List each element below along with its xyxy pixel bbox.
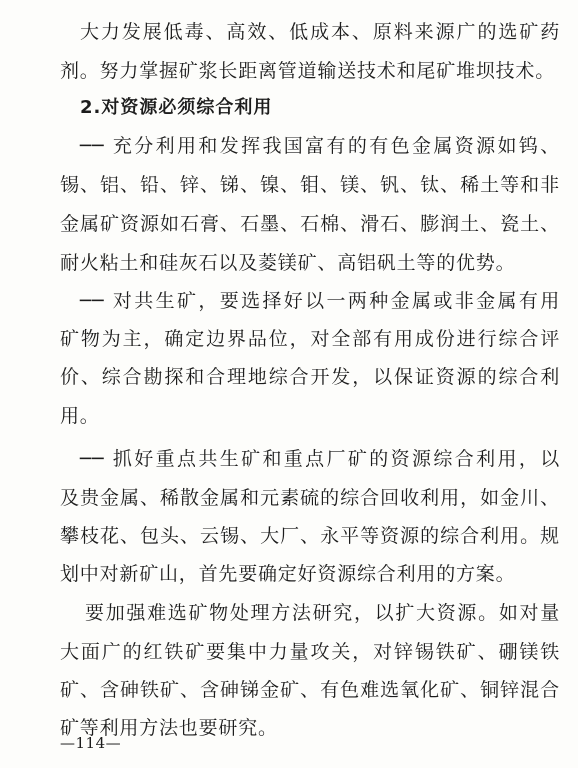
section-heading: 2.对资源必须综合利用 [80, 97, 273, 118]
paragraph-5-line-1: 要加强难选矿物处理方法研究，以扩大资源。如对量 [85, 602, 560, 624]
paragraph-5-line-4: 矿等利用方法也要研究。 [60, 717, 278, 739]
paragraph-5-line-2: 大面广的红铁矿要集中力量攻关，对锌锡铁矿、硼镁铁 [60, 641, 560, 663]
paragraph-4-line-1: ── 抓好重点共生矿和重点厂矿的资源综合利用，以 [80, 448, 560, 470]
paragraph-2-line-1: ── 充分利用和发挥我国富有的有色金属资源如钨、 [80, 135, 560, 157]
paragraph-1-line-2: 剂。努力掌握矿浆长距离管道输送技术和尾矿堆坝技术。 [60, 60, 556, 82]
paragraph-3-line-1: ── 对共生矿，要选择好以一两种金属或非金属有用 [80, 290, 560, 312]
paragraph-5-line-3: 矿、含砷铁矿、含砷锑金矿、有色难选氧化矿、铜锌混合 [60, 679, 560, 701]
paragraph-4-line-4: 划中对新矿山，首先要确定好资源综合利用的方案。 [60, 563, 516, 585]
paragraph-4-line-2: 及贵金属、稀散金属和元素硫的综合回收利用，如金川、 [60, 487, 560, 509]
paragraph-3-line-4: 用。 [60, 405, 100, 427]
page-number: —114— [60, 734, 122, 752]
paragraph-4-line-3: 攀枝花、包头、云锡、大厂、永平等资源的综合利用。规 [60, 525, 560, 547]
paragraph-2-line-3: 金属矿资源如石膏、石墨、石棉、滑石、膨润土、瓷土、 [60, 213, 560, 235]
paragraph-2-line-4: 耐火粘土和硅灰石以及菱镁矿、高铝矾土等的优势。 [60, 252, 516, 274]
paragraph-3-line-3: 价、综合勘探和合理地综合开发，以保证资源的综合利 [60, 366, 560, 388]
paragraph-3-line-2: 矿物为主，确定边界品位，对全部有用成份进行综合评 [60, 328, 560, 350]
paragraph-2-line-2: 锡、铝、铅、锌、锑、镍、钼、镁、钒、钛、稀土等和非 [60, 174, 560, 196]
paragraph-1-line-1: 大力发展低毒、高效、低成本、原料来源广的选矿药 [80, 21, 560, 43]
